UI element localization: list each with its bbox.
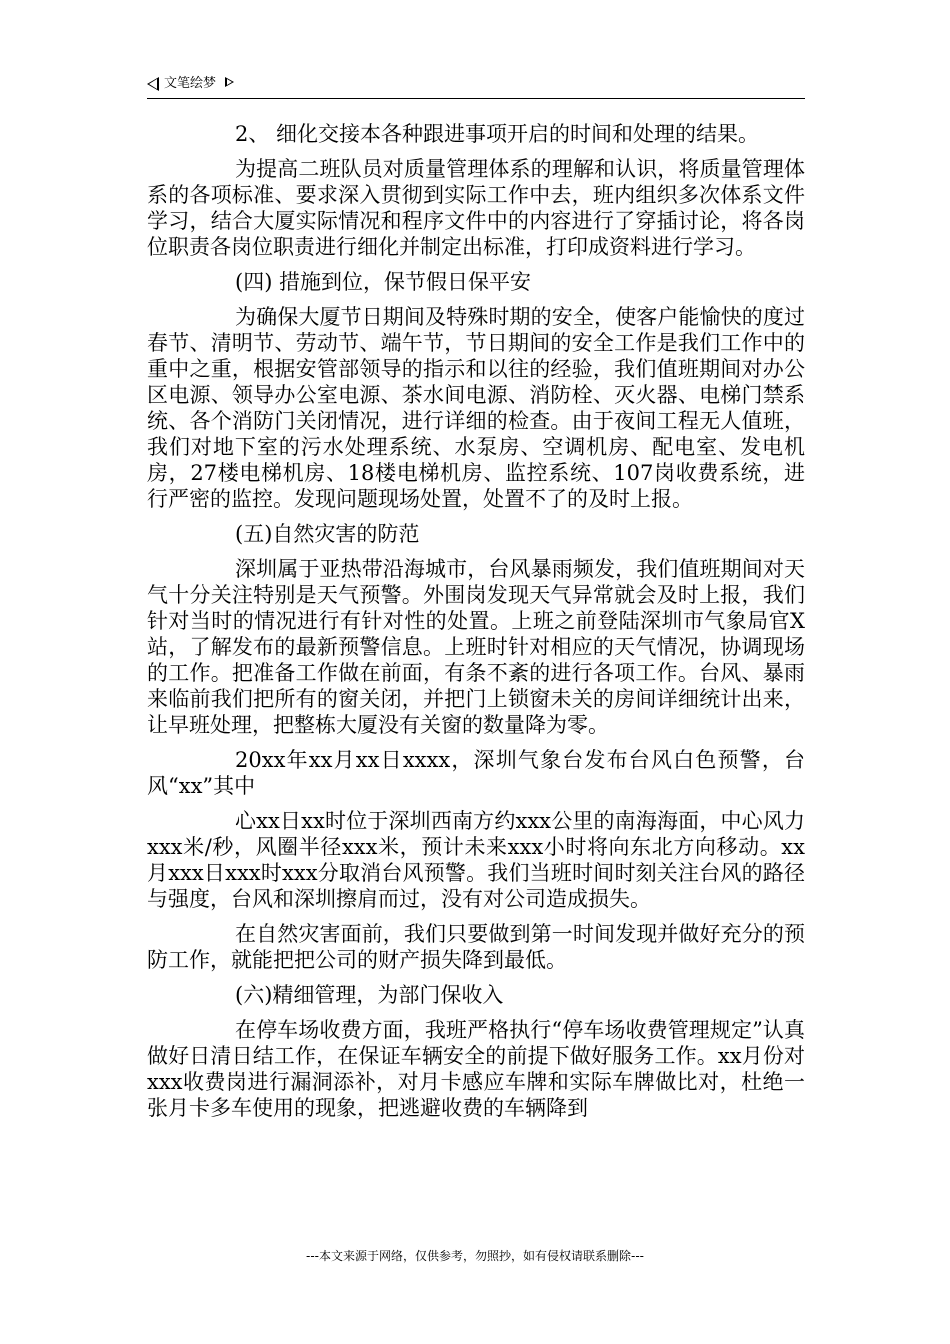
header-brand — [147, 76, 234, 92]
paragraph: 在自然灾害面前，我们只要做到第一时间发现并做好充分的预防工作，就能把把公司的财产损失降到最低。 — [147, 922, 805, 972]
paragraph: 2、 细化交接本各种跟进事项开启的时间和处理的结果。 — [235, 122, 760, 146]
paragraph: 深圳属于亚热带沿海城市，台风暴雨频发，我们值班期间对天气十分关注特别是天气预警。外围岗发现天气异常就会及时上报，我们针对当时的情况进行有针对性的处置。上班之前登陆深圳市气象局官X站，了解发布的最新预警信息。上班时针对相应的天气情况，协调现场的工作。把准备工作做在前面，有条不紊的进行各项工作。台风、暴雨来临前我们把所有的窗关闭，并把门上锁窗未关的房间详细统计出来，让早班处理，把整栋大厦没有关窗的数量降为零。 — [147, 557, 805, 737]
section-heading: (五)自然灾害的防范 — [235, 522, 420, 546]
paragraph: 心xx日xx时位于深圳西南方约xxx公里的南海海面，中心风力xxx米/秒，风圈半径xxx米，预计未来xxx小时将向东北方向移动。xx月xxx日xxx时xxx分取消台风预警。我们当班时间时刻关注台风的路径与强度，台风和深圳擦肩而过，没有对公司造成损失。 — [147, 809, 805, 911]
paragraph: 为提高二班队员对质量管理体系的理解和认识，将质量管理体系的各项标准、要求深入贯彻到实际工作中去，班内组织多次体系文件学习，结合大厦实际情况和程序文件中的内容进行了穿插讨论，将各岗位职责各岗位职责进行细化并制定出标准，打印成资料进行学习。 — [147, 157, 805, 259]
paragraph: 为确保大厦节日期间及特殊时期的安全，使客户能愉快的度过春节、清明节、劳动节、端午节，节日期间的安全工作是我们工作中的重中之重，根据安管部领导的指示和以往的经验，我们值班期间对办公区电源、领导办公室电源、茶水间电源、消防栓、灭火器、电梯门禁系统、各个消防门关闭情况，进行详细的检查。由于夜间工程无人值班，我们对地下室的污水处理系统、水泵房、空调机房、配电室、发电机房，27楼电梯机房、18楼电梯机房、监控系统、107岗收费系统，进行严密的监控。发现问题现场处置，处置不了的及时上报。 — [147, 305, 805, 511]
page-header — [147, 74, 805, 99]
footer-notice: ---本文来源于网络，仅供参考，勿照抄，如有侵权请联系删除--- — [306, 1249, 644, 1263]
triangle-left-icon — [147, 77, 159, 91]
paragraph: 20xx年xx月xx日xxxx，深圳气象台发布台风白色预警，台风“xx”其中 — [147, 748, 805, 798]
triangle-right-icon — [225, 77, 234, 87]
document-body — [147, 121, 805, 1121]
brand-name: 文笔绘梦 — [164, 76, 217, 91]
section-heading: (六)精细管理，为部门保收入 — [235, 983, 504, 1007]
section-heading: (四) 措施到位，保节假日保平安 — [235, 270, 532, 294]
paragraph: 在停车场收费方面，我班严格执行“停车场收费管理规定”认真做好日清日结工作，在保证车辆安全的前提下做好服务工作。xx月份对xxx收费岗进行漏洞添补，对月卡感应车牌和实际车牌做比对，杜绝一张月卡多车使用的现象，把逃避收费的车辆降到 — [147, 1018, 805, 1120]
